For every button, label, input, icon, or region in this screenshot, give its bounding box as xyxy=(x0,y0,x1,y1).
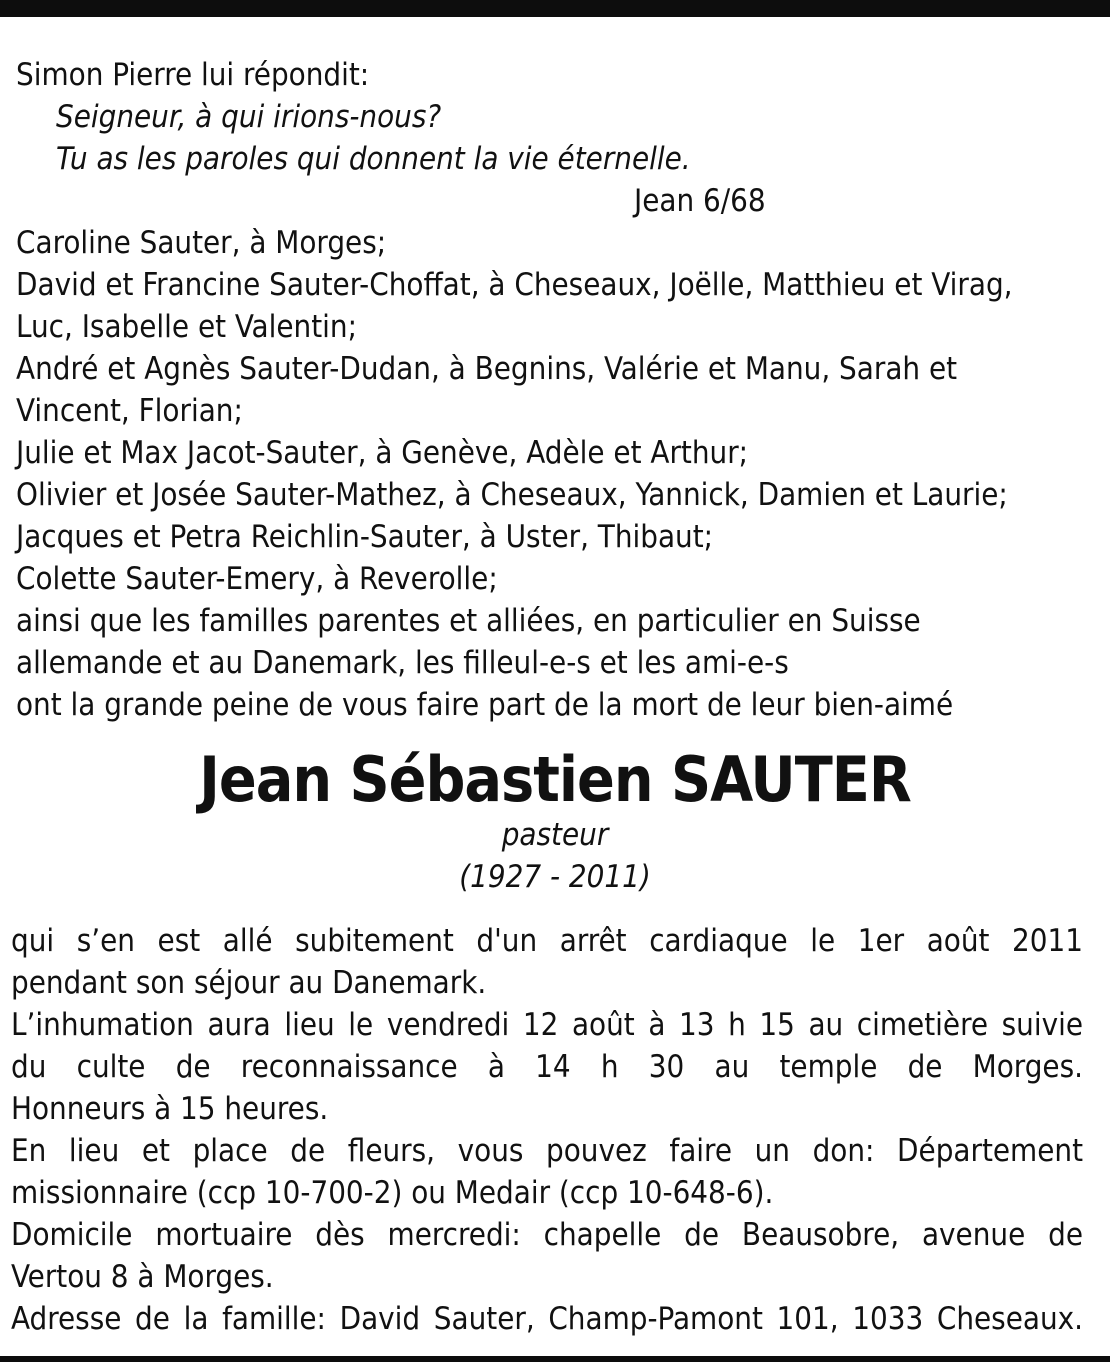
family-line: Luc, Isabelle et Valentin; xyxy=(16,309,357,345)
verse-line-1: Seigneur, à qui irions-nous? xyxy=(56,99,442,135)
deceased-title: pasteur xyxy=(501,817,609,853)
details-line: Honneurs à 15 heures. xyxy=(11,1091,329,1127)
family-line: Julie et Max Jacot-Sauter, à Genève, Adèle et Arthur; xyxy=(16,435,749,471)
family-line: David et Francine Sauter-Choffat, à Cheseaux, Joëlle, Matthieu et Virag, xyxy=(16,267,1013,303)
family-line: ont la grande peine de vous faire part de la mort de leur bien-aimé xyxy=(16,687,954,723)
family-line: Caroline Sauter, à Morges; xyxy=(16,225,387,261)
details-line: Adresse de la famille: David Sauter, Champ-Pamont 101, 1033 Cheseaux. xyxy=(11,1301,1083,1337)
family-line: Jacques et Petra Reichlin-Sauter, à Uster, Thibaut; xyxy=(16,519,714,555)
details-line: L’inhumation aura lieu le vendredi 12 août à 13 h 15 au cimetière suivie xyxy=(11,1007,1083,1043)
deceased-name: Jean Sébastien SAUTER xyxy=(199,743,911,816)
deceased-years: (1927 - 2011) xyxy=(459,859,651,895)
details-line: pendant son séjour au Danemark. xyxy=(11,965,487,1001)
verse-line-2: Tu as les paroles qui donnent la vie éternelle. xyxy=(56,141,691,177)
details-line: missionnaire (ccp 10-700-2) ou Medair (ccp 10-648-6). xyxy=(11,1175,774,1211)
family-line: Colette Sauter-Emery, à Reverolle; xyxy=(16,561,498,597)
family-line: Vincent, Florian; xyxy=(16,393,243,429)
details-line: Vertou 8 à Morges. xyxy=(11,1259,274,1295)
details-line: qui s’en est allé subitement d'un arrêt cardiaque le 1er août 2011 xyxy=(11,923,1083,959)
details-line: En lieu et place de fleurs, vous pouvez faire un don: Département xyxy=(11,1133,1083,1169)
details-line: du culte de reconnaissance à 14 h 30 au temple de Morges. xyxy=(11,1049,1083,1085)
bottom-border-rule xyxy=(0,1356,1110,1362)
family-line: allemande et au Danemark, les filleul-e-s et les ami-e-s xyxy=(16,645,789,681)
verse-intro: Simon Pierre lui répondit: xyxy=(16,57,370,93)
family-line: Olivier et Josée Sauter-Mathez, à Cheseaux, Yannick, Damien et Laurie; xyxy=(16,477,1008,513)
family-line: ainsi que les familles parentes et alliées, en particulier en Suisse xyxy=(16,603,921,639)
family-line: André et Agnès Sauter-Dudan, à Begnins, Valérie et Manu, Sarah et xyxy=(16,351,958,387)
details-line: Domicile mortuaire dès mercredi: chapelle de Beausobre, avenue de xyxy=(11,1217,1083,1253)
verse-reference: Jean 6/68 xyxy=(634,183,766,219)
